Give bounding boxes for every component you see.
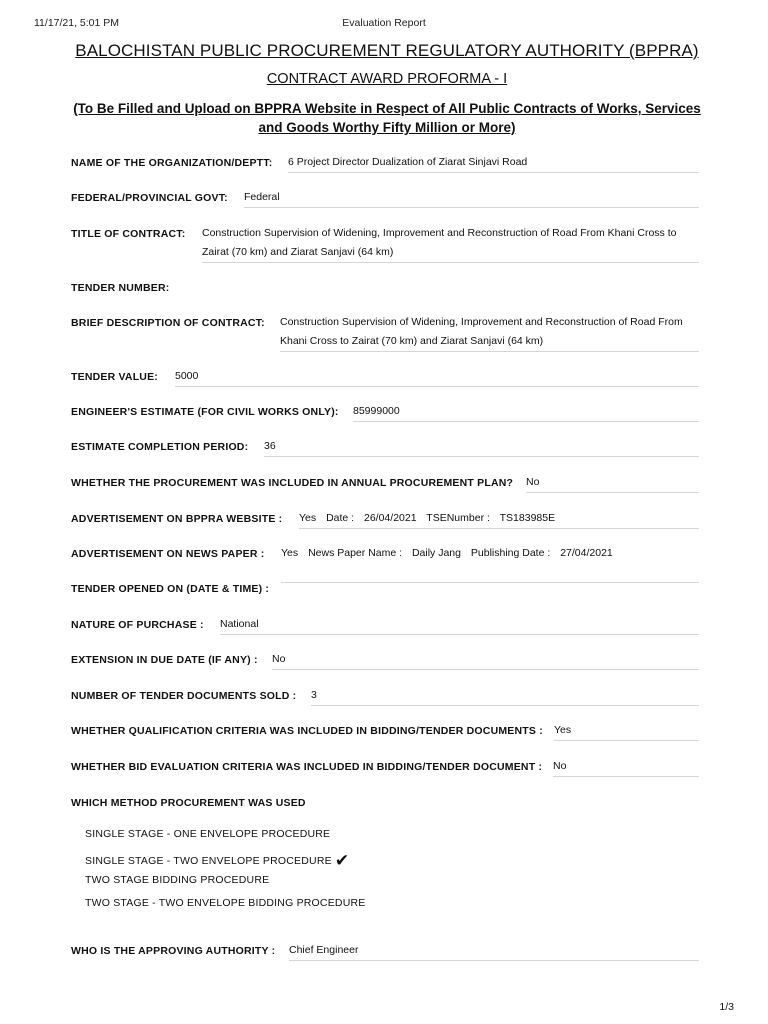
field-value: 85999000 [353,402,699,422]
field-value: No [526,473,699,493]
checkmark-icon: ✔ [334,851,350,870]
form-subtitle: CONTRACT AWARD PROFORMA - I [266,71,508,87]
field-label: ADVERTISEMENT ON BPPRA WEBSITE : [71,513,283,525]
field-value [281,544,699,583]
field-label: BRIEF DESCRIPTION OF CONTRACT: [71,317,265,329]
field-label: TENDER OPENED ON (DATE & TIME) : [71,583,270,595]
field-label: NAME OF THE ORGANIZATION/DEPTT: [71,157,273,169]
field-value: 36 [264,437,699,457]
field-label: WHO IS THE APPROVING AUTHORITY : [71,945,276,957]
field-value: Chief Engineer [289,941,699,961]
field-label: WHETHER THE PROCUREMENT WAS INCLUDED IN ANNUAL PROCUREMENT PLAN? [71,477,514,489]
field-value: Construction Supervision of Widening, Improvement and Reconstruction of Road From Khani Cross to Zairat (70 km) and Ziarat Sanjavi (64 km) [202,224,699,263]
page-title: BALOCHISTAN PUBLIC PROCUREMENT REGULATORY AUTHORITY (BPPRA) [75,41,699,60]
adv-newspaper-name: Daily Jang [411,547,461,559]
method-option-label: SINGLE STAGE - ONE ENVELOPE PROCEDURE [85,828,331,840]
field-value [299,509,699,529]
field-label: ESTIMATE COMPLETION PERIOD: [71,441,249,453]
method-option [85,897,365,909]
print-datetime: 11/17/21, 5:01 PM [34,17,120,29]
field-value: 3 [311,686,699,706]
page-number: 1/3 [719,1001,734,1013]
method-option-selected [85,851,349,871]
method-option [85,828,330,840]
adv-newspaper-pub-date: 27/04/2021 [560,547,613,559]
field-label: ENGINEER'S ESTIMATE (FOR CIVIL WORKS ONLY): [71,406,339,418]
field-value: Yes [554,721,699,741]
method-option-label: TWO STAGE BIDDING PROCEDURE [85,874,270,886]
field-value: No [272,650,699,670]
field-value: 6 Project Director Dualization of Ziarat Sinjavi Road [288,153,699,173]
field-label: EXTENSION IN DUE DATE (IF ANY) : [71,654,258,666]
field-label: NUMBER OF TENDER DOCUMENTS SOLD : [71,690,297,702]
field-label: TITLE OF CONTRACT: [71,228,186,240]
method-option-label: SINGLE STAGE - TWO ENVELOPE PROCEDURE [85,855,332,867]
form-instructions: (To Be Filled and Upload on BPPRA Website in Respect of All Public Contracts of Works, Services and Goods Worthy Fifty Million or More) [73,101,701,135]
adv-newspaper-name-label: News Paper Name : [308,547,403,559]
field-label: ADVERTISEMENT ON NEWS PAPER : [71,548,265,560]
field-label: WHETHER BID EVALUATION CRITERIA WAS INCLUDED IN BIDDING/TENDER DOCUMENT : [71,761,543,773]
field-label: WHETHER QUALIFICATION CRITERIA WAS INCLUDED IN BIDDING/TENDER DOCUMENTS : [71,725,543,737]
field-label: NATURE OF PURCHASE : [71,619,204,631]
field-value: National [220,615,699,635]
field-label: FEDERAL/PROVINCIAL GOVT: [71,192,228,204]
adv-website-date-label: Date : [326,512,355,524]
adv-website-tse-label: TSENumber : [426,512,490,524]
field-value: 5000 [175,367,699,387]
field-value: Construction Supervision of Widening, Improvement and Reconstruction of Road From Khani Cross to Zairat (70 km) and Ziarat Sanjavi (64 km) [280,313,699,352]
method-option [85,874,269,886]
field-value: No [553,757,699,777]
field-label: WHICH METHOD PROCUREMENT WAS USED [71,797,306,809]
field-value: Federal [244,188,699,208]
print-header-title: Evaluation Report [342,17,426,29]
adv-newspaper-pub-label: Publishing Date : [470,547,551,559]
method-option-label: TWO STAGE - TWO ENVELOPE BIDDING PROCEDURE [85,897,366,909]
adv-website-tse: TS183985E [499,512,556,524]
adv-website-yes: Yes [299,512,317,524]
adv-newspaper-yes: Yes [281,547,299,559]
field-label: TENDER VALUE: [71,371,158,383]
field-label: TENDER NUMBER: [71,282,170,294]
adv-website-date: 26/04/2021 [364,512,417,524]
